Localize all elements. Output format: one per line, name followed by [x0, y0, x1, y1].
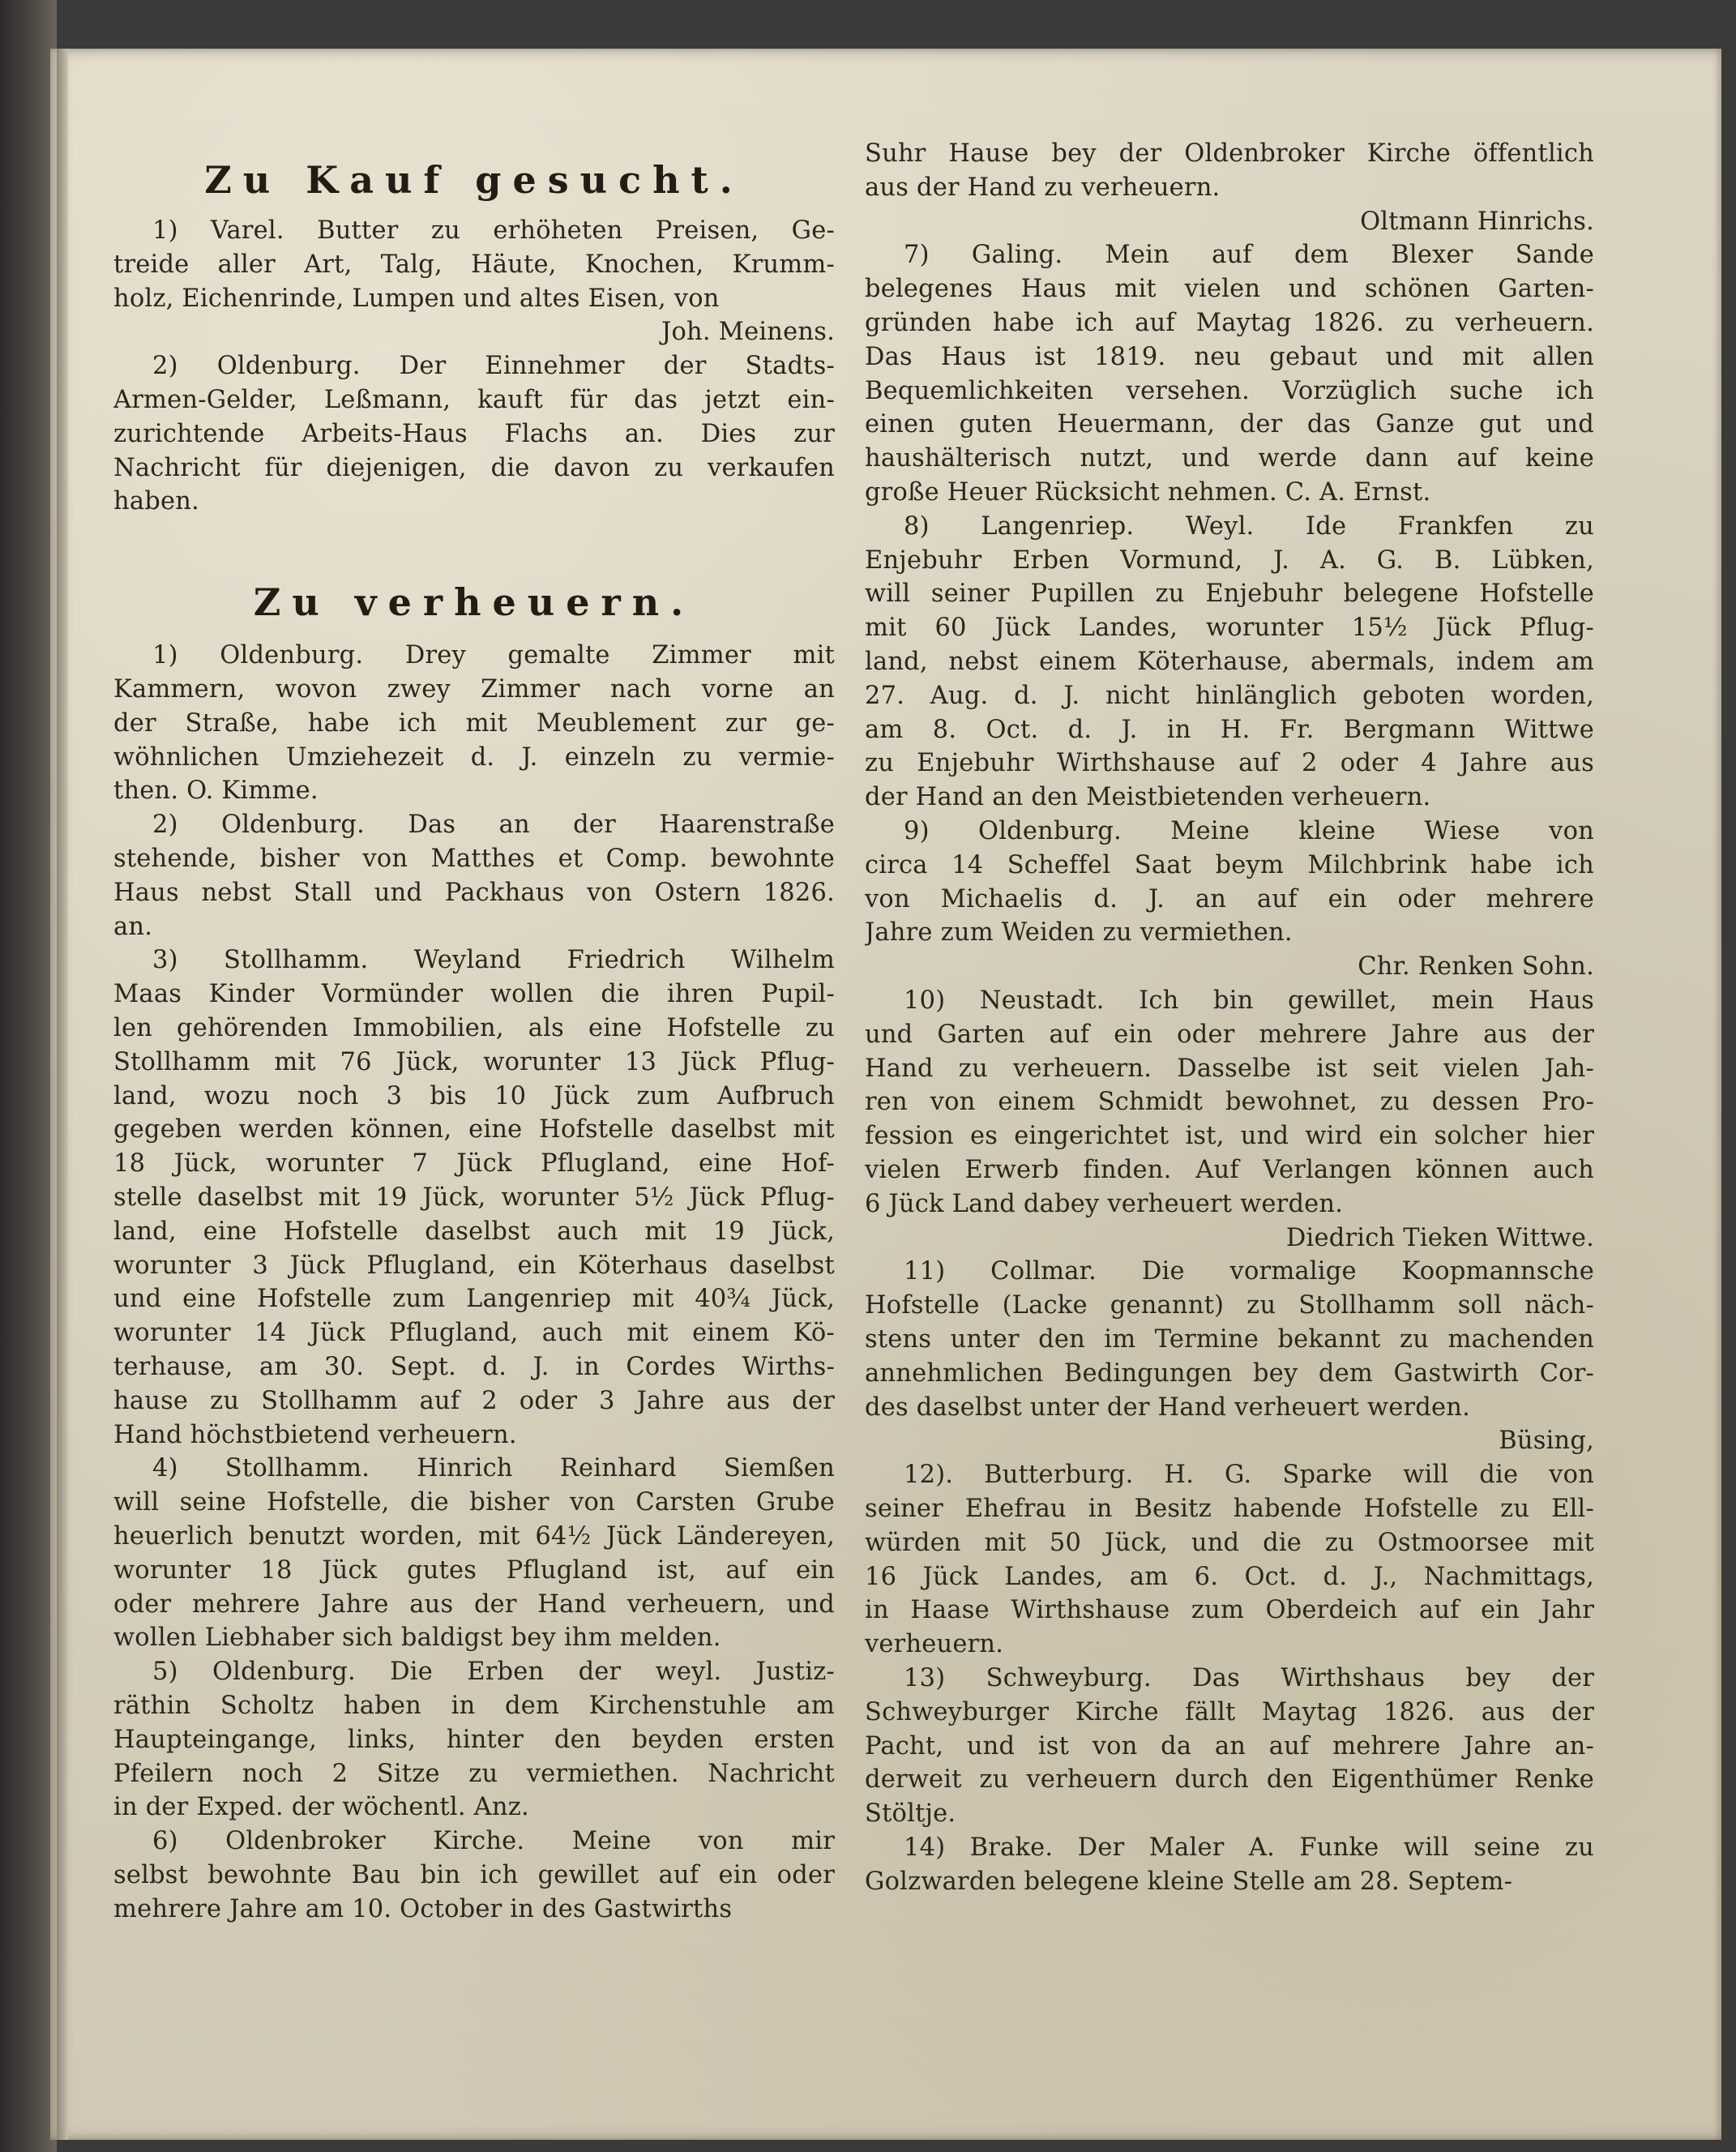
text-line: 9) Oldenburg. Meine kleine Wiese von [904, 817, 1594, 845]
text-line: Pfeilern noch 2 Sitze zu vermiethen. Nachricht [113, 1759, 835, 1788]
text-line: zu Enjebuhr Wirthshause auf 2 oder 4 Jahre aus [865, 749, 1594, 778]
text-line: worunter 18 Jück gutes Pflugland ist, auf ein [113, 1555, 835, 1585]
text-line: 11) Collmar. Die vormalige Koopmannsche [904, 1257, 1594, 1286]
text-line: Golzwarden belegene kleine Stelle am 28. Septem- [865, 1867, 1513, 1896]
text-line: treide aller Art, Talg, Häute, Knochen, Krumm- [113, 250, 835, 279]
text-line: mehrere Jahre am 10. October in des Gastwirths [113, 1894, 733, 1923]
text-line: Stöltje. [865, 1799, 956, 1829]
page-edge [57, 49, 68, 2140]
text-line: 2) Oldenburg. Der Einnehmer der Stadts- [152, 352, 835, 381]
text-line: wöhnlichen Umziehezeit d. J. einzeln zu vermie- [113, 742, 835, 772]
text-line: stehende, bisher von Matthes et Comp. bewohnte [113, 845, 835, 873]
text-line: Chr. Renken Sohn. [1358, 952, 1594, 982]
text-line: worunter 14 Jück Pflugland, auch mit einem Kö- [113, 1319, 835, 1348]
text-line: vielen Erwerb finden. Auf Verlangen können auch [865, 1156, 1594, 1184]
text-line: land, wozu noch 3 bis 10 Jück zum Aufbruch [113, 1081, 835, 1110]
text-line: ren von einem Schmidt bewohnet, zu dessen Pro- [865, 1088, 1594, 1117]
text-line: Hand zu verheuern. Dasselbe ist seit vielen Jah- [865, 1054, 1594, 1083]
text-line: stelle daselbst mit 19 Jück, worunter 5½ Jück Pflug- [113, 1183, 835, 1212]
text-line: land, nebst einem Köterhause, abermals, indem am [865, 648, 1594, 676]
text-line: derweit zu verheuern durch den Eigenthümer Renke [865, 1765, 1594, 1795]
text-line: 8) Langenriep. Weyl. Ide Frankfen zu [904, 511, 1594, 541]
text-line: große Heuer Rücksicht nehmen. C. A. Ernst. [865, 478, 1431, 507]
text-line: Schweyburger Kirche fällt Maytag 1826. aus der [865, 1697, 1594, 1726]
text-line: und Garten auf ein oder mehrere Jahre aus der [865, 1020, 1594, 1049]
text-line: Armen-Gelder, Leßmann, kauft für das jetzt ein- [113, 386, 835, 414]
text-line: haben. [113, 487, 199, 516]
text-line: gegeben werden können, eine Hofstelle daselbst mit [113, 1115, 835, 1144]
text-line: Oltmann Hinrichs. [1360, 207, 1594, 236]
text-line: 7) Galing. Mein auf dem Blexer Sande [904, 241, 1594, 270]
text-line: will seine Hofstelle, die bisher von Carsten Grube [113, 1488, 835, 1517]
section-heading-zu-kauf-gesucht: Zu Kauf gesucht. [204, 158, 744, 202]
text-line: gründen habe ich auf Maytag 1826. zu verheuern. [865, 309, 1594, 337]
text-line: Diedrich Tieken Wittwe. [1285, 1223, 1594, 1252]
text-line: annehmlichen Bedingungen bey dem Gastwirth Cor- [865, 1358, 1594, 1388]
text-line: Hofstelle (Lacke genannt) zu Stollhamm soll näch- [865, 1291, 1594, 1320]
text-line: belegenes Haus mit vielen und schönen Garten- [865, 275, 1594, 304]
text-line: Haus nebst Stall und Packhaus von Ostern 1826. [113, 878, 835, 907]
newspaper-page [50, 49, 1721, 2140]
text-line: Nachricht für diejenigen, die davon zu verkaufen [113, 453, 835, 482]
text-line: wollen Liebhaber sich baldigst bey ihm melden. [113, 1624, 721, 1653]
text-line: len gehörenden Immobilien, als eine Hofstelle zu [113, 1014, 835, 1042]
text-line: verheuern. [865, 1630, 1004, 1659]
text-line: zurichtende Arbeits-Haus Flachs an. Dies zur [113, 419, 835, 448]
text-line: 1) Varel. Butter zu erhöheten Preisen, Ge- [152, 216, 835, 245]
text-line: 16 Jück Landes, am 6. Oct. d. J., Nachmittags, [865, 1562, 1594, 1591]
text-line: Das Haus ist 1819. neu gebaut und mit allen [865, 342, 1594, 371]
text-line: worunter 3 Jück Pflugland, ein Köterhaus daselbst [113, 1251, 835, 1280]
text-line: Büsing, [1499, 1427, 1594, 1456]
text-line: circa 14 Scheffel Saat beym Milchbrink habe ich [865, 850, 1594, 879]
text-line: aus der Hand zu verheuern. [865, 173, 1221, 202]
text-line: Stollhamm mit 76 Jück, worunter 13 Jück Pflug- [113, 1047, 835, 1076]
text-line: Bequemlichkeiten versehen. Vorzüglich suche ich [865, 376, 1594, 405]
text-line: Maas Kinder Vormünder wollen die ihren Pupil- [113, 980, 835, 1009]
text-line: 27. Aug. d. J. nicht hinlänglich geboten worden, [865, 681, 1594, 710]
text-line: würden mit 50 Jück, und die zu Ostmoorsee mit [865, 1528, 1594, 1557]
text-line: der Hand an den Meistbietenden verheuern. [865, 783, 1431, 812]
text-line: 1) Oldenburg. Drey gemalte Zimmer mit [152, 641, 835, 670]
text-line: will seiner Pupillen zu Enjebuhr belegene Hofstelle [865, 580, 1594, 609]
text-line: 10) Neustadt. Ich bin gewillet, mein Haus [904, 986, 1594, 1015]
text-line: land, eine Hofstelle daselbst auch mit 19 Jück, [113, 1217, 835, 1246]
text-line: 13) Schweyburg. Das Wirthshaus bey der [904, 1664, 1594, 1692]
text-line: Joh. Meinens. [661, 318, 835, 347]
text-line: in der Exped. der wöchentl. Anz. [113, 1793, 529, 1822]
text-line: Jahre zum Weiden zu vermiethen. [865, 918, 1293, 948]
text-line: selbst bewohnte Bau bin ich gewillet auf ein oder [113, 1861, 835, 1889]
text-line: heuerlich benutzt worden, mit 64½ Jück Ländereyen, [113, 1522, 835, 1551]
text-line: holz, Eichenrinde, Lumpen und altes Eisen, von [113, 284, 720, 313]
text-line: und eine Hofstelle zum Langenriep mit 40¾ Jück, [113, 1285, 835, 1314]
text-line: seiner Ehefrau in Besitz habende Hofstelle zu Ell- [865, 1495, 1594, 1523]
text-line: stens unter den im Termine bekannt zu machenden [865, 1325, 1594, 1354]
text-line: 18 Jück, worunter 7 Jück Pflugland, eine Hof- [113, 1149, 835, 1179]
text-line: der Straße, habe ich mit Meublement zur ge- [113, 708, 835, 738]
text-line: 12). Butterburg. H. G. Sparke will die von [904, 1461, 1594, 1490]
text-line: 3) Stollhamm. Weyland Friedrich Wilhelm [152, 946, 835, 975]
text-line: 5) Oldenburg. Die Erben der weyl. Justiz- [152, 1658, 835, 1687]
text-line: an. [113, 912, 153, 941]
text-line: mit 60 Jück Landes, worunter 15½ Jück Pflug- [865, 614, 1594, 643]
text-line: fession es eingerichtet ist, und wird ein solcher hier [865, 1122, 1594, 1151]
section-heading-zu-verheuern: Zu verheuern. [253, 580, 695, 625]
text-line: Enjebuhr Erben Vormund, J. A. G. B. Lübken, [865, 545, 1594, 575]
text-line: räthin Scholtz haben in dem Kirchenstuhle am [113, 1692, 835, 1720]
text-line: hause zu Stollhamm auf 2 oder 3 Jahre aus der [113, 1386, 835, 1415]
text-line: haushälterisch nutzt, und werde dann auf keine [865, 444, 1594, 473]
text-line: am 8. Oct. d. J. in H. Fr. Bergmann Wittwe [865, 715, 1594, 744]
text-line: Haupteingange, links, hinter den beyden ersten [113, 1725, 835, 1754]
text-line: Kammern, wovon zwey Zimmer nach vorne an [113, 675, 835, 704]
text-line: Pacht, und ist von da an auf mehrere Jahre an- [865, 1731, 1594, 1761]
text-line: oder mehrere Jahre aus der Hand verheuern, und [113, 1589, 835, 1619]
text-line: 6) Oldenbroker Kirche. Meine von mir [152, 1827, 835, 1856]
text-line: then. O. Kimme. [113, 777, 319, 806]
text-line: 6 Jück Land dabey verheuert werden. [865, 1189, 1344, 1218]
text-line: von Michaelis d. J. an auf ein oder mehrere [865, 884, 1594, 913]
text-line: Hand höchstbietend verheuern. [113, 1420, 517, 1449]
text-line: 2) Oldenburg. Das an der Haarenstraße [152, 811, 835, 840]
text-line: terhause, am 30. Sept. d. J. in Cordes Wirths- [113, 1353, 835, 1381]
text-line: des daselbst unter der Hand verheuert werden. [865, 1393, 1471, 1422]
text-line: Suhr Hause bey der Oldenbroker Kirche öffentlich [865, 139, 1594, 168]
book-spine [0, 0, 57, 2152]
text-line: in Haase Wirthshause zum Oberdeich auf ein Jahr [865, 1596, 1594, 1625]
text-line: 4) Stollhamm. Hinrich Reinhard Siemßen [152, 1454, 835, 1483]
text-line: 14) Brake. Der Maler A. Funke will seine zu [904, 1833, 1594, 1862]
text-line: einen guten Heuermann, der das Ganze gut und [865, 410, 1594, 439]
